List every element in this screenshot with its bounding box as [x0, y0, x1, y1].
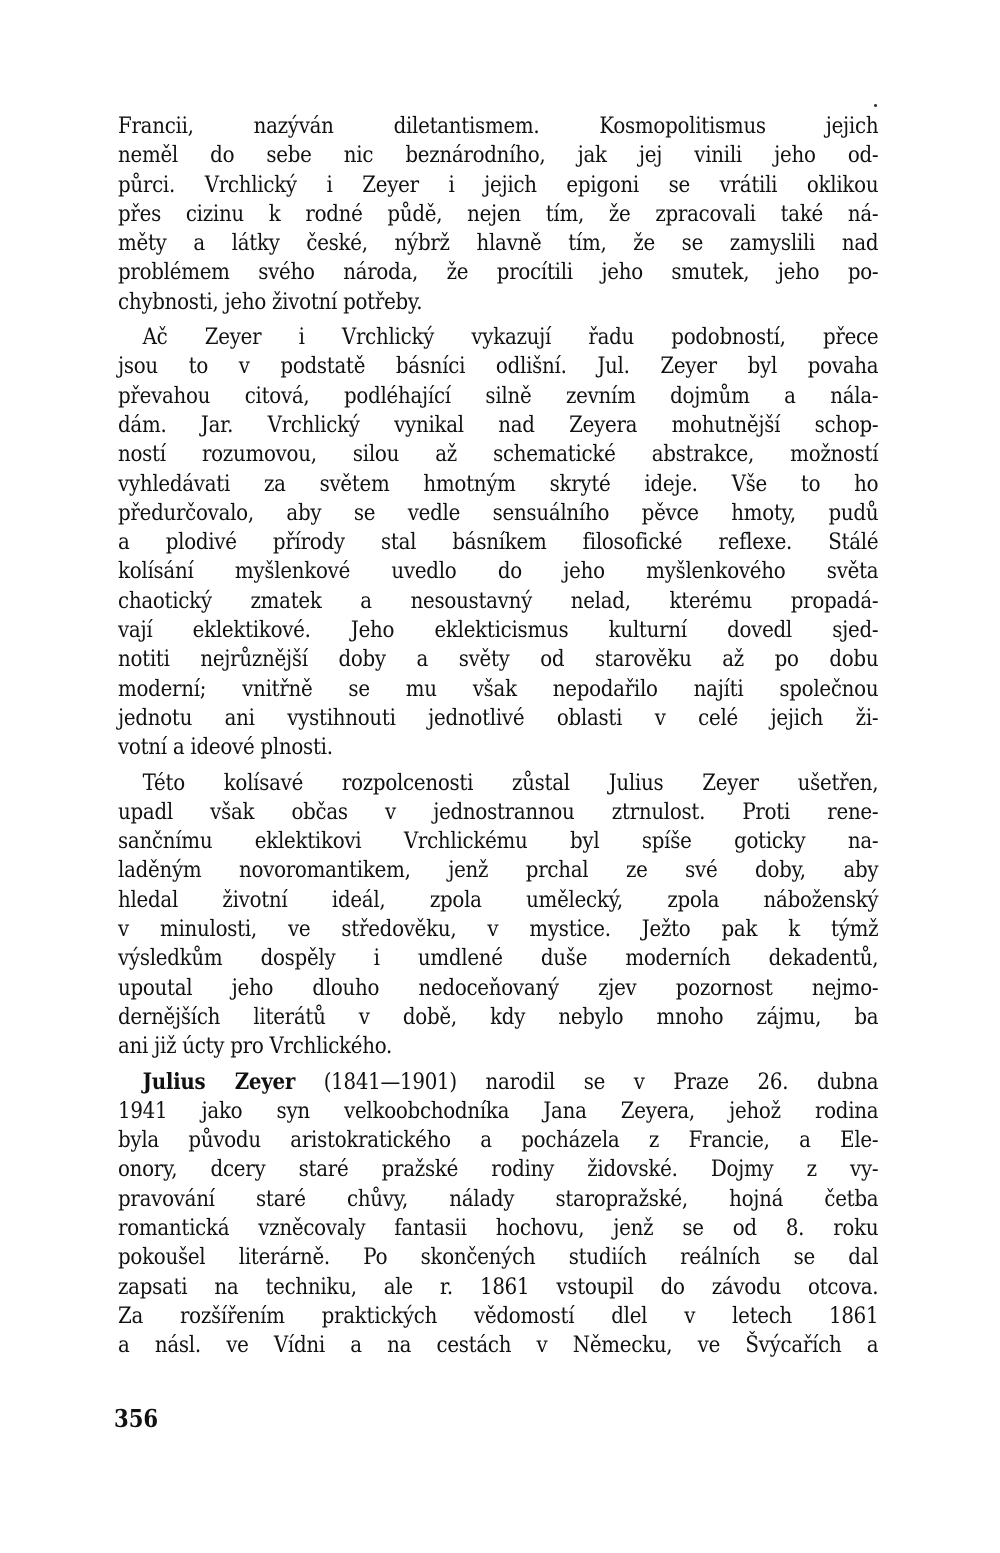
text-line: ností rozumovou, silou až schematické abstrakce, možností — [118, 441, 879, 468]
text-line: jsou to v podstatě básníci odlišní. Jul. Zeyer byl povaha — [118, 353, 879, 380]
text-line: byla původu aristokratického a pocházela z Francie, a Ele- — [118, 1127, 879, 1154]
paragraph-2 — [118, 323, 878, 762]
author-name: Julius Zeyer — [142, 1068, 295, 1095]
text-line: dernějších literátů v době, kdy nebylo mnoho zájmu, ba — [118, 1003, 879, 1030]
text-line: neměl do sebe nic beznárodního, jak jej vinili jeho od- — [118, 142, 879, 169]
text-line: hledal životní ideál, zpola umělecký, zpola náboženský — [118, 886, 879, 913]
paragraph-3 — [118, 769, 878, 1062]
print-speck — [874, 104, 877, 107]
paragraph-1 — [118, 112, 878, 317]
text-line: a násl. ve Vídni a na cestách v Německu, ve Švýcařích a — [118, 1332, 879, 1359]
text-line: jednotu ani vystihnouti jednotlivé oblasti v celé jejich ži- — [118, 704, 879, 731]
text-line: upoutal jeho dlouho nedoceňovaný zjev pozornost nejmo- — [118, 974, 879, 1001]
text-line: převahou citová, podléhající silně zevním dojmům a nála- — [118, 382, 879, 409]
text-line: notiti nejrůznější doby a světy od starověku až po dobu — [118, 646, 879, 673]
text-line: problémem svého národa, že procítili jeho smutek, jeho po- — [118, 259, 879, 286]
page-body — [118, 112, 878, 1366]
text-line: Francii, nazýván diletantismem. Kosmopolitismus jejich — [118, 113, 879, 139]
text-line: ani již úcty pro Vrchlického. — [118, 1033, 393, 1060]
text-line: moderní; vnitřně se mu však nepodařilo najíti společnou — [118, 675, 879, 702]
page-number: 356 — [114, 1404, 159, 1433]
text-line: půrci. Vrchlický i Zeyer i jejich epigoni se vrátili oklikou — [118, 171, 879, 198]
text-line: chybnosti, jeho životní potřeby. — [118, 288, 423, 315]
text-line: předurčovalo, aby se vedle sensuálního pěvce hmoty, pudů — [118, 499, 879, 526]
text-line: Této kolísavé rozpolcenosti zůstal Julius Zeyer ušetřen, — [142, 769, 879, 796]
text-line: pravování staré chůvy, nálady staropražské, hojná četba — [118, 1185, 879, 1212]
text-line: laděným novoromantikem, jenž prchal ze své doby, aby — [118, 857, 879, 884]
text-line: měty a látky české, nýbrž hlavně tím, že se zamyslili nad — [118, 230, 879, 257]
text-line: Za rozšířením praktických vědomostí dlel v letech 1861 — [118, 1302, 879, 1329]
text-line: sančnímu eklektikovi Vrchlickému byl spíše goticky na- — [118, 828, 879, 855]
text-line: přes cizinu k rodné půdě, nejen tím, že zpracovali také ná- — [118, 200, 879, 227]
text-line: romantická vzněcovaly fantasii hochovu, jenž se od 8. roku — [118, 1214, 879, 1241]
text-line — [118, 1068, 878, 1097]
text-run: (1841—1901) narodil se v Praze 26. dubna — [294, 1068, 879, 1095]
text-line: votní a ideové plnosti. — [118, 734, 333, 761]
text-line: Ač Zeyer i Vrchlický vykazují řadu podobností, přece — [142, 324, 879, 351]
text-line: upadl však občas v jednostrannou ztrnulost. Proti rene- — [118, 798, 879, 825]
text-line: dám. Jar. Vrchlický vynikal nad Zeyera mohutnější schop- — [118, 411, 879, 438]
text-line: pokoušel literárně. Po skončených studiích reálních se dal — [118, 1244, 879, 1271]
text-line: onory, dcery staré pražské rodiny židovské. Dojmy z vy- — [118, 1156, 879, 1183]
text-line: vají eklektikové. Jeho eklekticismus kulturní dovedl sjed- — [118, 617, 879, 644]
text-line: v minulosti, ve středověku, v mystice. Ježto pak k týmž — [118, 916, 879, 943]
text-line: a plodivé přírody stal básníkem filosofické reflexe. Stálé — [118, 529, 879, 556]
paragraph-4 — [118, 1068, 878, 1361]
text-line: kolísání myšlenkové uvedlo do jeho myšlenkového světa — [118, 558, 879, 585]
text-line: zapsati na techniku, ale r. 1861 vstoupil do závodu otcova. — [118, 1273, 879, 1300]
text-line: chaotický zmatek a nesoustavný nelad, kterému propadá- — [118, 587, 879, 614]
text-line: výsledkům dospěly i umdlené duše moderních dekadentů, — [118, 945, 879, 972]
text-line: 1941 jako syn velkoobchodníka Jana Zeyera, jehož rodina — [118, 1097, 879, 1124]
text-line: vyhledávati za světem hmotným skryté ideje. Vše to ho — [118, 470, 879, 497]
